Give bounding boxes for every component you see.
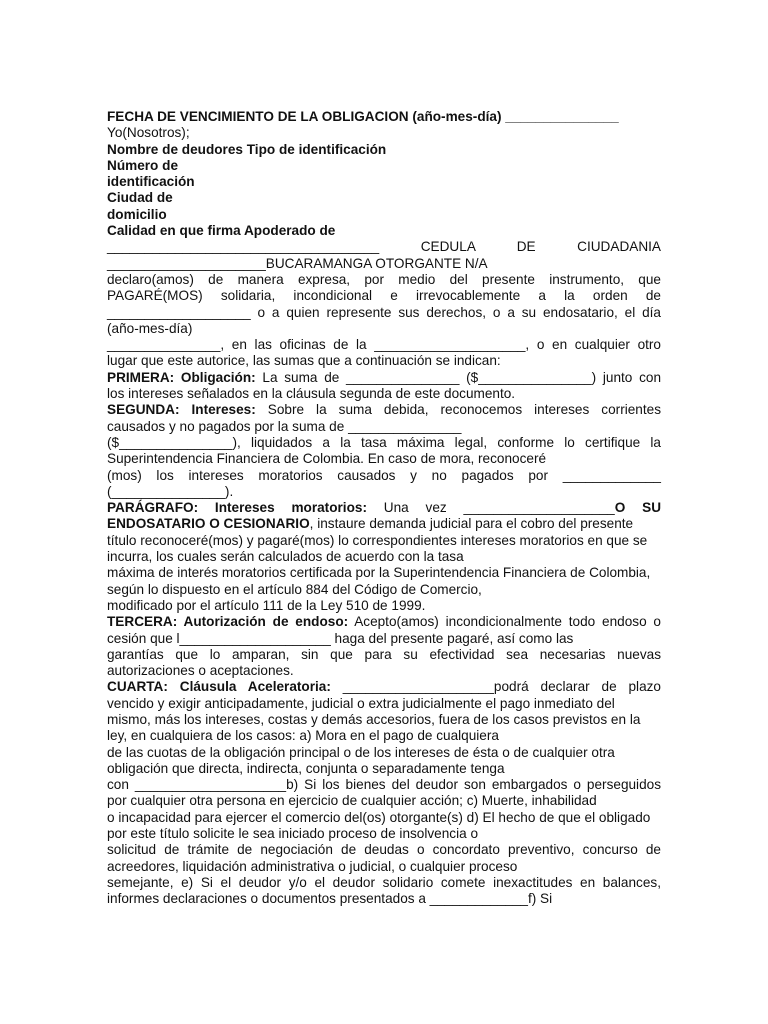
- line-text: (_______________).: [107, 483, 234, 499]
- text-line: [107, 598, 661, 614]
- text-line: [107, 582, 661, 598]
- line-text: ($_______________), liquidados a la tasa máxima legal, conforme lo certifique la: [107, 434, 661, 450]
- line-text: cesión que l____________________ haga del presente pagaré, así como las: [107, 630, 574, 646]
- text-line: [107, 484, 661, 500]
- text-line: [107, 712, 661, 728]
- text-line: [107, 875, 661, 891]
- text-line: [107, 353, 661, 369]
- text-line: [107, 386, 661, 402]
- line-text: informes declaraciones o documentos presentados a _____________f) Si: [107, 891, 553, 907]
- text-line: [107, 745, 661, 761]
- line-text: ___________________ o a quien represente sus derechos, o a su endosatario, el día: [107, 304, 661, 320]
- text-line: [107, 614, 661, 630]
- bold-text: O SU: [614, 500, 662, 516]
- line-text: ____________________________________ CEDULA DE CIUDADANIA: [107, 239, 661, 255]
- text-line: [107, 761, 661, 777]
- line-text: según lo dispuesto en el artículo 884 del Código de Comercio,: [107, 581, 482, 597]
- line-text: Acepto(amos) incondicionalmente todo endoso o: [348, 614, 661, 630]
- text-line: [107, 239, 661, 255]
- bold-text: Calidad en que firma Apoderado de: [107, 223, 336, 239]
- bold-text: identificación: [107, 174, 195, 190]
- line-text: solicitud de trámite de negociación de deudas o concordato preventivo, concurso de: [107, 842, 661, 858]
- text-line: [107, 549, 661, 565]
- text-line: [107, 777, 661, 793]
- text-line: [107, 533, 661, 549]
- line-text: (mos) los intereses moratorios causados y no pagados por _____________: [107, 467, 661, 483]
- line-text: máxima de interés moratorios certificada por la Superintendencia Financiera de Colombia,: [107, 565, 651, 581]
- line-text: o incapacidad para ejercer el comercio del(os) otorgante(s) d) El hecho de que el obligado: [107, 809, 651, 825]
- line-text: título reconoceré(mos) y pagaré(mos) lo correspondientes intereses moratorios en que se: [107, 532, 648, 548]
- text-line: [107, 109, 661, 125]
- text-line: [107, 190, 661, 206]
- text-line: [107, 305, 661, 321]
- line-text: Superintendencia Financiera de Colombia. En caso de mora, reconoceré: [107, 451, 547, 467]
- text-line: [107, 631, 661, 647]
- text-line: [107, 321, 661, 337]
- document-body: [107, 109, 661, 908]
- bold-text: ENDOSATARIO O CESIONARIO: [107, 516, 310, 532]
- line-text: de las cuotas de la obligación principal o de los intereses de ésta o de cualquier otra: [107, 744, 615, 760]
- text-line: [107, 125, 661, 141]
- text-line: [107, 435, 661, 451]
- bold-text: PRIMERA: Obligación:: [107, 369, 256, 385]
- line-text: (año-mes-día): [107, 320, 193, 336]
- text-line: [107, 891, 661, 907]
- line-text: por este título solicite le sea iniciado proceso de insolvencia o: [107, 826, 479, 842]
- line-text: con ____________________b) Si los bienes del deudor son embargados o perseguidos: [107, 777, 661, 793]
- text-line: [107, 337, 661, 353]
- text-line: [107, 158, 661, 174]
- line-text: modificado por el artículo 111 de la Ley 510 de 1999.: [107, 597, 426, 613]
- text-line: [107, 810, 661, 826]
- line-text: obligación que directa, indirecta, conjunta o separadamente tenga: [107, 760, 505, 776]
- bold-text: domicilio: [107, 206, 167, 222]
- text-line: [107, 174, 661, 190]
- line-text: Una vez ____________________: [366, 500, 615, 516]
- text-line: [107, 500, 661, 516]
- line-text: por cualquier otra persona en ejercicio de cualquier acción; c) Muerte, inhabilidad: [107, 793, 597, 809]
- text-line: [107, 516, 661, 532]
- text-line: [107, 842, 661, 858]
- text-line: [107, 859, 661, 875]
- line-text: semejante, e) Si el deudor y/o el deudor solidario comete inexactitudes en balances,: [107, 874, 661, 890]
- line-text: los intereses señalados en la cláusula segunda de este documento.: [107, 386, 516, 402]
- line-text: Yo(Nosotros);: [107, 125, 190, 141]
- line-text: causados y no pagados por la suma de _______________: [107, 418, 462, 434]
- line-text: _______________, en las oficinas de la ____________________, o en cualquier otro: [107, 337, 661, 353]
- line-text: garantías que lo amparan, sin que para su efectividad sea necesarias nuevas: [107, 646, 661, 662]
- line-text: declaro(amos) de manera expresa, por medio del presente instrumento, que: [107, 271, 661, 287]
- text-line: [107, 728, 661, 744]
- line-text: , instaure demanda judicial para el cobro del presente: [309, 516, 634, 532]
- text-line: [107, 207, 661, 223]
- text-line: [107, 272, 661, 288]
- text-line: [107, 142, 661, 158]
- line-text: vencido y exigir anticipadamente, judicial o extra judicialmente el pago inmediato del: [107, 695, 615, 711]
- bold-text: Ciudad de: [107, 190, 173, 206]
- bold-text: Número de: [107, 157, 179, 173]
- line-text: ley, en cualquiera de los casos: a) Mora en el pago de cualquiera: [107, 728, 499, 744]
- text-line: [107, 679, 661, 695]
- text-line: [107, 402, 661, 418]
- text-line: [107, 565, 661, 581]
- bold-text: PARÁGRAFO: Intereses moratorios:: [107, 500, 367, 516]
- bold-text: CUARTA: Cláusula Aceleratoria:: [107, 679, 331, 695]
- text-line: [107, 451, 661, 467]
- bold-text: TERCERA: Autorización de endoso:: [107, 614, 349, 630]
- text-line: [107, 793, 661, 809]
- text-line: [107, 663, 661, 679]
- line-text: ____________________podrá declarar de plazo: [330, 679, 661, 695]
- text-line: [107, 696, 661, 712]
- line-text: lugar que este autorice, las sumas que a continuación se indican:: [107, 353, 501, 369]
- bold-text: FECHA DE VENCIMIENTO DE LA OBLIGACION (año-mes-día) _______________: [107, 109, 619, 124]
- text-line: [107, 223, 661, 239]
- line-text: mismo, más los intereses, costas y demás accesorios, fuera de los casos previstos en la: [107, 711, 641, 727]
- text-line: [107, 370, 661, 386]
- text-line: [107, 288, 661, 304]
- line-text: _____________________BUCARAMANGA OTORGANTE N/A: [107, 255, 488, 271]
- bold-text: Nombre de deudores Tipo de identificación: [107, 141, 387, 157]
- line-text: La suma de _______________ ($_______________) junto con: [255, 369, 661, 385]
- bold-text: SEGUNDA: Intereses:: [107, 402, 256, 418]
- text-line: [107, 468, 661, 484]
- line-text: autorizaciones o aceptaciones.: [107, 663, 294, 679]
- line-text: acreedores, liquidación administrativa o judicial, o cualquier proceso: [107, 858, 518, 874]
- text-line: [107, 647, 661, 663]
- line-text: incurra, los cuales serán calculados de acuerdo con la tasa: [107, 549, 464, 565]
- line-text: Sobre la suma debida, reconocemos intereses corrientes: [255, 402, 661, 418]
- text-line: [107, 419, 661, 435]
- line-text: PAGARÉ(MOS) solidaria, incondicional e irrevocablemente a la orden de: [107, 288, 661, 304]
- text-line: [107, 826, 661, 842]
- text-line: [107, 256, 661, 272]
